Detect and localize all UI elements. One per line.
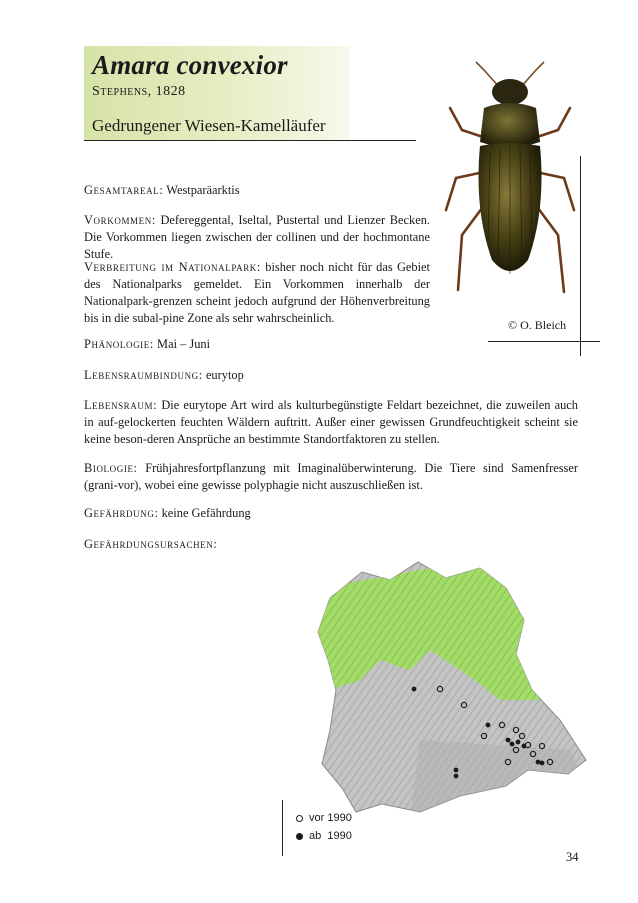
map-records: [270, 550, 600, 850]
section-lebensraum: [84, 397, 578, 448]
section-text: eurytop: [205, 368, 244, 382]
beetle-photo: [440, 60, 580, 310]
common-name: Gedrungener Wiesen-Kamelläufer: [92, 116, 326, 135]
species-author: Stephens, 1828: [92, 84, 186, 99]
section-phaenologie: [84, 336, 430, 353]
section-label: Gefährdung:: [84, 506, 159, 520]
section-label: Lebensraumbindung:: [84, 368, 203, 382]
section-label: Verbreitung im Nationalpark:: [84, 260, 261, 274]
legend-item-before-1990: [296, 812, 352, 824]
legend-rule: [282, 800, 283, 856]
section-label: Lebensraum:: [84, 398, 158, 412]
section-text: Westparäarktis: [166, 183, 240, 197]
photo-credit: © O. Bleich: [508, 318, 567, 332]
crop-mark-vertical: [580, 156, 581, 356]
legend-item-since-1990: [296, 830, 352, 842]
section-label: Gefährdungsursachen:: [84, 537, 218, 551]
records-since-1990: [412, 687, 545, 779]
filled-circle-icon: [296, 833, 303, 840]
section-verbreitung: [84, 259, 430, 327]
section-label: Gesamtareal:: [84, 183, 164, 197]
title-rule: [84, 140, 416, 141]
section-text: Defereggental, Iseltal, Pustertal und Lienzer Becken. Die Vorkommen liegen zwischen der collinen und der hochmontane Stufe.: [84, 213, 430, 261]
species-name: Amara convexior: [92, 50, 288, 80]
page-number: 34: [566, 850, 579, 864]
section-biologie: [84, 460, 578, 494]
section-text: keine Gefährdung: [161, 506, 251, 520]
legend-label: vor 1990: [309, 812, 352, 824]
section-label: Vorkommen:: [84, 213, 156, 227]
section-vorkommen: [84, 212, 430, 263]
section-text: Mai – Juni: [157, 337, 211, 351]
section-label: Phänologie:: [84, 337, 154, 351]
section-lebensraumbindung: [84, 367, 430, 384]
section-label: Biologie:: [84, 461, 138, 475]
records-before-1990: [437, 686, 552, 764]
legend-label: ab 1990: [309, 830, 352, 842]
crop-mark-horizontal: [488, 341, 600, 342]
section-gesamtareal: [84, 182, 430, 199]
section-text: bisher noch nicht für das Gebiet des Nationalparks gemeldet. Ein Vorkommen innerhalb der Nationalpark-grenzen scheint jedoch aufgrund der Höhenverbreitung bis in die subal-pine Zone als sehr wahrscheinlich.: [84, 260, 430, 325]
section-text: Frühjahresfortpflanzung mit Imaginalüberwinterung. Die Tiere sind Samenfresser (grani-vor), wobei eine gewisse polyphagie nicht auszuschließen ist.: [84, 461, 578, 492]
section-gefaehrdung: [84, 505, 578, 522]
section-text: Die eurytope Art wird als kulturbegünstigte Feldart bezeichnet, die zuweilen auch in auf-gelockerten feuchten Wäldern auftritt. Außer einer gewissen Grundfeuchtigkeit scheint sie keine beson-deren Ansprüche an bestimmte Standortfaktoren zu stellen.: [84, 398, 578, 446]
open-circle-icon: [296, 815, 303, 822]
